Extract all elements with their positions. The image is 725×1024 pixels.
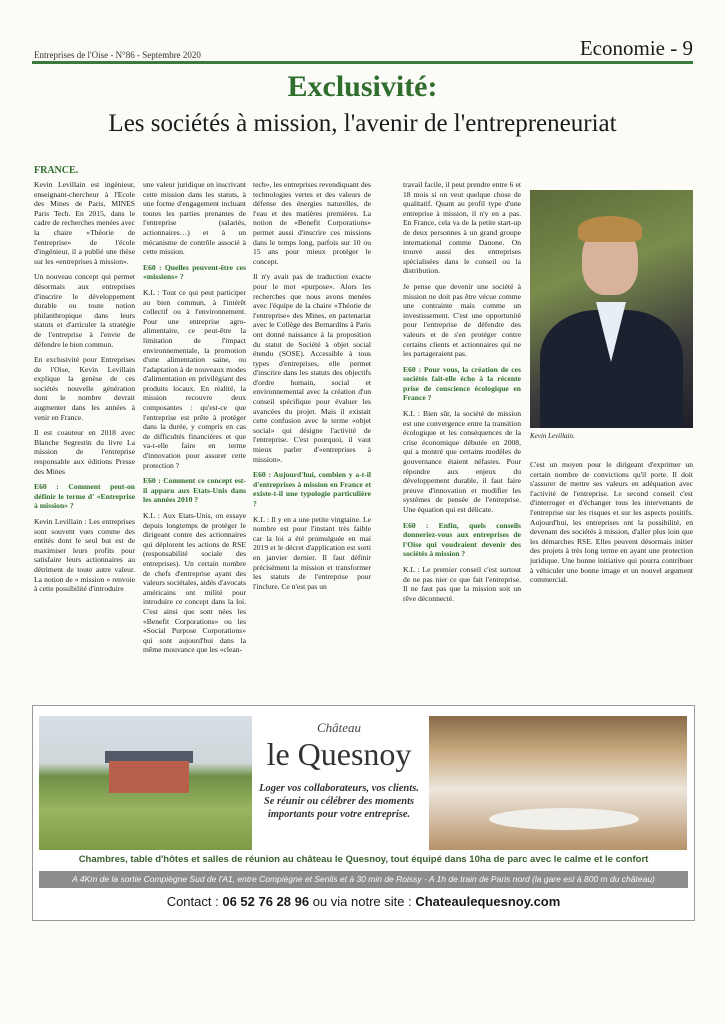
interview-answer: Je pense que devenir une société à mission ne doit pas être vécue comme une contrainte mais comme un investissement. C'est une opportunité pour l'entreprise de défendre des valeurs et de s'en protéger contre certains clients et actionnaires qui ne les partageraient pas. [403,281,521,359]
interview-answer: K.L : Bien sûr, la société de mission est une convergence entre la transition écologique et les conséquences de la crise économique débutée en 2008, qui a montré que certains modèles de gouvernance étaient néfastes. Pour répondre aux enjeux du développement durable, il faut faire preuve d'innovation et modifier les systèmes de pensée de l'entreprise. Une équation qui est délicate. [403,409,521,514]
section-title: Economie - 9 [579,36,693,60]
intro-paragraph: Un nouveau concept qui permet désormais aux entreprises d'inscrire le développement durable ou toute notion philanthropique dans leurs statuts et d'articuler la stratégie de l'entreprise à l'envie de défendre le bien commun. [34,272,135,349]
ad-description: Chambres, table d'hôtes et salles de réunion au château le Quesnoy, tout équipé dans 10ha de parc avec le calme et le confort [78,854,649,865]
phone-number[interactable]: 06 52 76 28 96 [222,894,310,909]
meeting-table [489,808,639,830]
castle-facade [109,761,189,793]
interview-question: E60 : Aujourd'hui, combien y a-t-il d'entreprises à mission en France et existe-t-il une typologie particulière ? [253,470,371,508]
article-column-3 [253,180,371,690]
castle-photo [39,716,252,850]
interview-answer: K.L : Il y en a une petite vingtaine. Le nombre est pour l'instant très faible car la loi a été promulguée en mai 2019 et le décret d'application est sorti en janvier dernier. Il faut définir précisément la mission et transformer les statuts de l'entreprise pour l'inclure. Ce n'est pas un [253,514,371,591]
intro-paragraph: En exclusivité pour Entreprises de l'Oise, Kevin Levillain explique la genèse de ces sociétés nouvelle génération dont le nombre devrait augmenter dans les années à venir en France. [34,355,135,422]
intro-paragraph: Il est coauteur en 2018 avec Blanche Segrestin du livre La mission de l'entreprise responsable aux éditions Presse des Mines [34,428,135,476]
interview-answer: K.L : Le premier conseil c'est surtout de ne pas nier ce que fait l'entreprise. Il ne faut pas que la mission soit un rêve déconnecté. [403,564,521,603]
interview-question: E60 : Comment peut-on définir le terme d' «Entreprise à mission» ? [34,482,135,511]
photo-caption: Kevin Levillain. [530,432,575,440]
interview-answer: K.L : Tout ce qui peut participer au bien commun, à l'intérêt collectif ou à l'environnement. Pour une entreprise agro-alimentaire, ce peut-être la limitation de l'impact environnementale, la promotion d'une alimentation saine, ou l'adaptation à de nouveaux modes d'alimentation en privilégiant des produits locaux. En réalité, la mission recouvre deux composantes : qu'est-ce que l'entreprise est prête à protéger dans la durée, y compris en cas de difficultés financières et que va-t-elle faire en terme d'innovation pour assurer cette protection ? [143,287,246,470]
ad-brand: le Quesnoy [266,736,412,772]
ad-chateau-label: Château [316,720,362,735]
portrait-photo [530,190,693,428]
interview-question: E60 : Enfin, quels conseils donneriez-vous aux entreprises de l'Oise qui voudraient devenir des sociétés à mission ? [403,520,521,559]
interview-question: E60 : Comment ce concept est-il apparu aux Etats-Unis dans les années 2010 ? [143,476,246,505]
dateline: FRANCE. [34,165,79,176]
interview-answer: C'est un moyen pour le dirigeant d'exprimer un certain nombre de convictions qu'il porte. Il doit s'assurer de mettre ses valeurs en adéquation avec l'activité de l'entreprise. Le second conseil c'est d'interroger et d'échanger tous les intervenants de l'entreprise sur les risques et sur les aspects positifs. Aujourd'hui, les entreprises ont la possibilité, en devenant des sociétés à mission, d'aller plus loin que les démarches RSE. Elles peuvent désormais initier des projets à très long terme en ayant une protection juridique. Une bonne initiative qui pourra contribuer à véhiculer une bonne image et un nouvel argument commercial. [530,460,693,585]
article-column-1 [34,180,135,690]
ad-directions: A 4Km de la sortie Compiègne Sud de l'A1, entre Compiègne et Senlis et à 30 min de Roissy - A 1h de train de Paris nord (la gare est à 800 m du château) [39,871,688,888]
article-kicker: Exclusivité: [287,70,438,103]
article-column-4 [403,180,521,690]
interview-answer: Il n'y avait pas de traduction exacte pour le mot «purpose». Alors les recherches que nous avons menées avec l'équipe de la chaire «Théorie de l'entreprise» des Mines, en partenariat avec le Collège des Bernardins à Paris ont donné naissance à la proposition du statut de Société à objet social étendu (SOSE). Accessible à tous types d'entreprises, elle permet d'inscrire dans les statuts des objectifs d'ordre humain, social et environnemental avec la création d'un conseil spécifique pour évaluer les avancées du projet. Mais il existait cette confusion avec le terme «objet social» qui désigne l'activité de l'entreprise. C'est pourquoi, il vaut mieux parler d'«entreprises à mission». [253,272,371,464]
article-headline: Les sociétés à mission, l'avenir de l'entrepreneuriat [108,110,617,137]
interview-question: E60 : Quelles peuvent-être ces «missions» ? [143,262,246,282]
portrait-hair [578,216,642,242]
interview-answer: une valeur juridique en inscrivant cette mission dans les statuts, à une forme d'engagement incluant toutes les parties prenantes de l'entreprise (salariés, actionnaires…) et à un mécanisme de contrôle associé à cette mission. [143,180,246,257]
ad-contact [33,894,694,909]
article-column-2 [143,180,246,690]
website-link[interactable]: Chateaulequesnoy.com [415,894,561,909]
publication-info: Entreprises de l'Oise - N°86 - Septembre 2020 [34,50,201,60]
ad-tagline: Loger vos collaborateurs, vos clients. Se réunir ou célébrer des moments importants pour votre entreprise. [259,783,419,820]
intro-paragraph: Kevin Levillain est ingénieur, enseignant-chercheur à l'Ecole des Mines de Paris, MINES Paris Tech. En 2015, dans le cadre de recherches menées avec la chaire «Théorie de l'entreprise» de l'école d'ingénieur, il a publié une thèse sur les «entreprises à mission». [34,180,135,266]
article-column-5 [530,460,693,690]
contact-label: Contact : [166,894,219,909]
interview-question: E60 : Pour vous, la création de ces sociétés fait-elle écho à la récente prise de conscience écologique en France ? [403,364,521,403]
interview-answer: Kevin Levillain : Les entreprises sont souvent vues comme des entités dont le seul but est de maximiser leurs profits pour satisfaire leurs actionnaires au détriment de toute autre valeur. La notion de « mission » renvoie à cette possibilité d'introduire [34,517,135,594]
meeting-room-photo [429,716,687,850]
header-rule [32,61,693,64]
advertisement [32,705,695,921]
interview-answer: tech», les entreprises revendiquant des technologies vertes et des valeurs de défense des énergies naturelles, de l'eau et des matières premières. La notion de «Benefit Corporations» permet aussi d'inscrire ces missions dans le temps long, parfois sur 10 ou 15 ans pour mieux protéger le concept. [253,180,371,266]
interview-answer: travail facile, il peut prendre entre 6 et 18 mois si on veut quelque chose de qualitatif. Quant au profil type d'une entreprise à mission, il n'y en a pas. En France, cela va de la petite start-up de deux personnes à un grand groupe international comme Danone. On trouve aussi des entreprises spécialisées dans le conseil ou la distribution. [403,180,521,276]
contact-mid: ou via notre site : [312,894,412,909]
interview-answer: K.L : Aux Etats-Unis, on essaye depuis longtemps de protéger le dirigeant contre des actionnaires qui déplorent les actions de RSE (responsabilité sociale des entreprises). Un certain nombre de chefs d'entreprise ayant des valeurs sociétales, aidés d'avocats américains ont milité pour introduire ce concept dans la loi. C'est ainsi que sont nées les «Benefit Corporations» ou les «Social Purpose Corporations» qui sont aujourd'hui dans la même mouvance que les «clean- [143,511,246,655]
